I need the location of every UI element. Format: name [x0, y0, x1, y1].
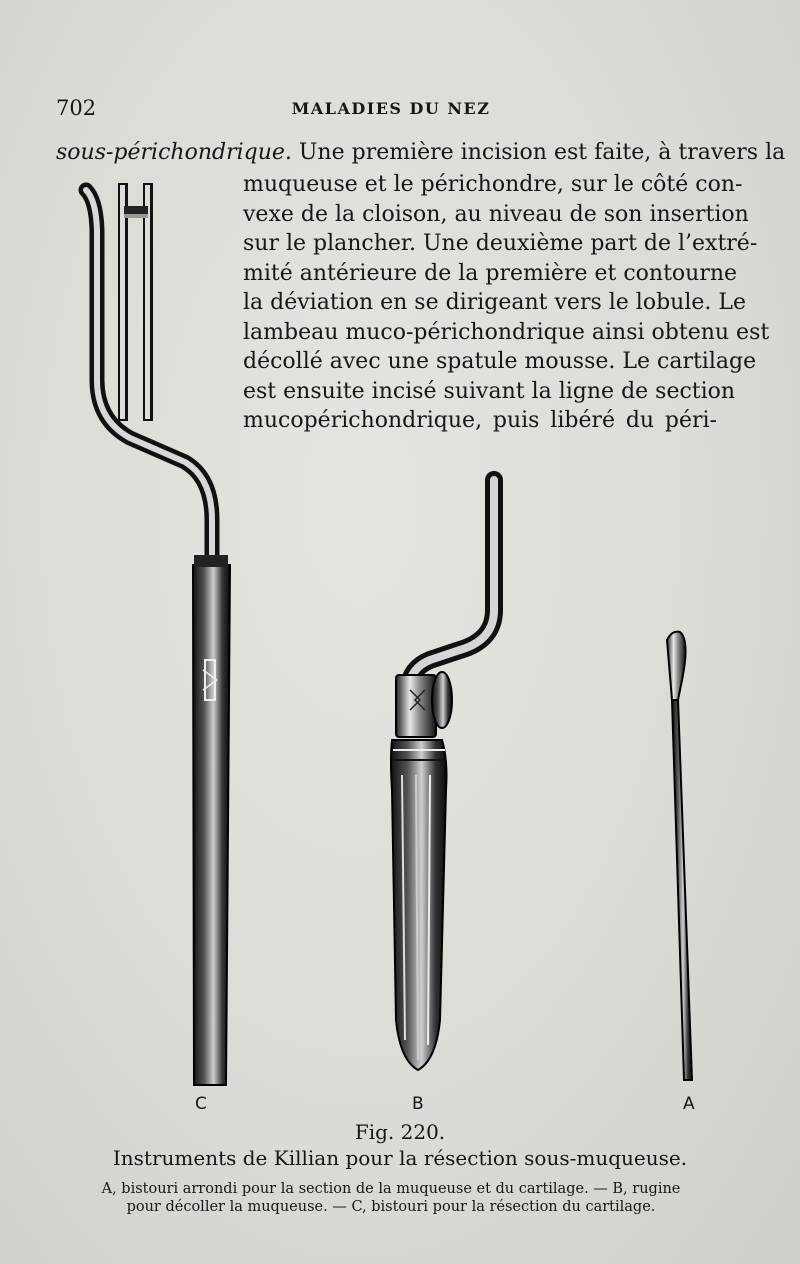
legend-line: A, bistouri arrondi pour la section de la muqueuse et du cartilage. — B, rugine — [101, 1181, 681, 1197]
page-number: 702 — [56, 96, 97, 120]
label-c: C — [195, 1094, 207, 1114]
instrument-c-knife — [86, 183, 230, 1085]
text-line: mité antérieure de la première et contourne — [243, 260, 738, 286]
text-line: sur le plancher. Une deuxième part de l’extré- — [243, 231, 758, 256]
text-line: lambeau muco-périchondrique ainsi obtenu est — [243, 319, 770, 345]
text-line: est ensuite incisé suivant la ligne de section — [243, 378, 736, 404]
figure-number: Fig. 220. — [354, 1120, 446, 1144]
legend-line: pour décoller la muqueuse. — C, bistouri pour la résection du cartilage. — [126, 1199, 656, 1215]
text-line: muqueuse et le périchondre, sur le côté con- — [243, 172, 743, 197]
text-line: décollé avec une spatule mousse. Le cartilage — [243, 349, 757, 374]
text-line: la déviation en se dirigeant vers le lobule. Le — [243, 290, 746, 315]
italic-term: sous-périchondrique. — [56, 140, 292, 165]
running-head: MALADIES DU NEZ — [291, 99, 491, 118]
text-line: vexe de la cloison, au niveau de son insertion — [243, 201, 749, 227]
first-line-text: Une première incision est faite, à travers la — [291, 140, 786, 165]
label-a: A — [683, 1094, 695, 1114]
instrument-a-bistoury — [667, 632, 692, 1080]
text-line: mucopérichondrique, puis libéré du péri- — [243, 408, 717, 433]
instrument-b-raspatory — [391, 480, 494, 1070]
figure-caption-legend — [56, 1180, 726, 1216]
figure-caption-title: Instruments de Killian pour la résection sous-muqueuse. — [112, 1146, 688, 1170]
label-b: B — [412, 1094, 424, 1114]
